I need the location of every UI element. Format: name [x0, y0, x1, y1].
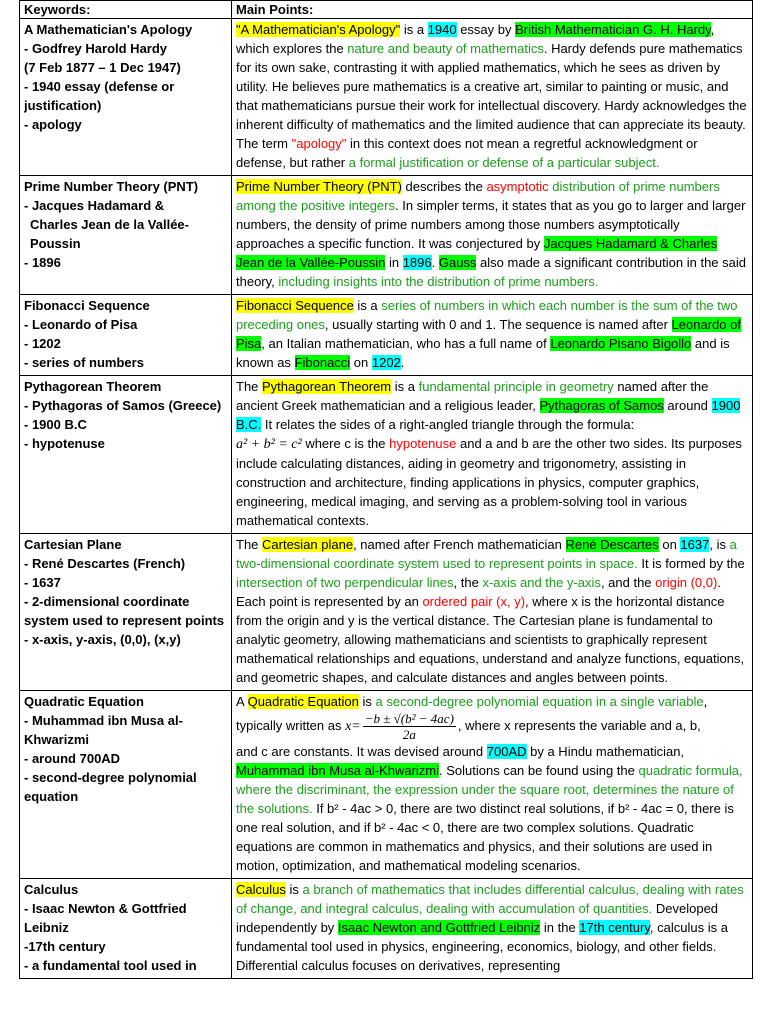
keyword-line: Prime Number Theory (PNT) [24, 179, 199, 194]
text-run: The [236, 537, 263, 552]
colored-phrase: distribution of prime numbers among the positive integers [236, 179, 720, 213]
main-points-cell [232, 19, 753, 176]
paragraph-text [236, 692, 747, 711]
table-row [20, 534, 753, 691]
keyword-line: Leibniz [24, 920, 69, 935]
text-run: , the [453, 575, 483, 590]
formula-lhs: x= [345, 718, 361, 734]
keyword-line: - a fundamental tool used in [24, 958, 197, 973]
highlighted-term: Gauss [438, 255, 477, 270]
keyword-line: - hypotenuse [24, 436, 105, 451]
main-points-cell [232, 879, 753, 979]
highlighted-term: René Descartes [565, 537, 659, 552]
text-run: , and the [600, 575, 656, 590]
text-run: is a [400, 22, 428, 37]
keyword-line: - 1202 [24, 336, 61, 351]
keyword-line: - Jacques Hadamard & [24, 198, 165, 213]
text-run: If b² - 4ac > 0, there are two distinct real solutions, if b² - 4ac = 0, there is one real solution, and if b² - 4ac < 0, there are two complex solutions. Quadratic equations are common in mathematics and physics, and their solutions are used in motion, optimization, and mathematical modeling scenarios. [236, 801, 734, 873]
keyword-line: equation [24, 789, 79, 804]
text-run: , [703, 694, 708, 709]
keyword-line: - Isaac Newton & Gottfried [24, 901, 187, 916]
table-row [20, 879, 753, 979]
keywords-cell [20, 534, 232, 691]
pythagorean-formula: a² + b² = c² [236, 437, 302, 452]
text-run: , is [709, 537, 730, 552]
colored-phrase: x-axis and the y-axis [482, 575, 601, 590]
text-run: . Each point is represented by an [236, 575, 721, 609]
keyword-line: - Leonardo of Pisa [24, 317, 138, 332]
formula-denominator: 2a [402, 727, 416, 742]
colored-phrase: a formal justification or defense of a particular subject. [348, 155, 660, 170]
keyword-line: Charles Jean de la Vallée- [30, 217, 189, 232]
text-run: , named after French mathematician [353, 537, 566, 552]
highlighted-term: Jacques Hadamard & Charles Jean de la Vallée-Poussin [236, 236, 718, 270]
highlighted-term: 1896 [402, 255, 432, 270]
keyword-line: - around 700AD [24, 751, 121, 766]
keyword-line: - 2-dimensional coordinate [24, 594, 190, 609]
text-run: The [236, 379, 263, 394]
text-run: in [385, 255, 403, 270]
keywords-cell [20, 295, 232, 376]
formula-numerator: −b ± √(b² − 4ac) [364, 711, 454, 726]
highlighted-term: Isaac Newton and Gottfried Leibniz [337, 920, 541, 935]
formula-prefix: typically written as [236, 717, 346, 733]
text-run: and a and b are the other two sides. Its purposes include calculating distances, aiding in geometry and trigonometry, assisting in construction and architecture, finding applications in physics, computer graphics, engineering, medical imaging, and serving as a problem-solving tool in various mathematical contexts. [236, 436, 742, 528]
table-row [20, 691, 753, 879]
text-run: on [350, 355, 372, 370]
keyword-line: -17th century [24, 939, 106, 954]
text-run: where c is the [301, 436, 390, 451]
text-run: , an Italian mathematician, who has a full name of [261, 336, 551, 351]
highlighted-term: 1900 B.C. [236, 398, 741, 432]
highlighted-term: 700AD [486, 744, 527, 759]
keyword-line: Quadratic Equation [24, 694, 144, 709]
keyword-line: - René Descartes (French) [24, 556, 186, 571]
colored-phrase: a second-degree polynomial equation in a single variable [375, 694, 704, 709]
keywords-cell [20, 176, 232, 295]
paragraph-text [236, 379, 740, 432]
text-run: is a [391, 379, 419, 394]
highlighted-term: 1637 [680, 537, 710, 552]
notes-table [19, 0, 753, 979]
table-row [20, 176, 753, 295]
text-run: describes the [401, 179, 487, 194]
highlighted-term: British Mathematician G. H. Hardy [515, 22, 711, 37]
text-run: in this context does not mean a regretful acknowledgment or defense, but rather [236, 136, 698, 170]
text-run: named after the ancient Greek mathematician and a religious leader, [236, 379, 709, 413]
text-run: is [358, 694, 376, 709]
text-run: in the [540, 920, 580, 935]
text-run: and c are constants. It was devised around [236, 744, 487, 759]
main-points-cell [232, 295, 753, 376]
highlighted-term: Pythagorean Theorem [262, 379, 392, 394]
colored-phrase: including insights into the distribution of prime numbers. [278, 274, 599, 289]
highlighted-term: Pythagoras of Samos [539, 398, 664, 413]
keyword-line: (7 Feb 1877 – 1 Dec 1947) [24, 60, 181, 75]
keyword-line: - 1900 B.C [24, 417, 87, 432]
main-points-cell [232, 376, 753, 534]
highlighted-term: "A Mathematician's Apology" [236, 22, 401, 37]
text-run: , which explores the [236, 22, 715, 56]
text-run: , calculus is a fundamental tool used in physics, engineering, economics, biology, and other fields. Differential calculus focuses on derivatives, representing [236, 920, 728, 973]
text-run: . Hardy defends pure mathematics for its own sake, contrasting it with applied mathematics, which he sees as driven by utility. He believes pure mathematics is a creative art, similar to painting or music, and that mathematicians pursue their work for intellectual discovery. Hardy acknowledges the inherent difficulty of mathematics and the limited audience that can appreciate its beauty. The term [236, 41, 747, 151]
table-row [20, 295, 753, 376]
colored-phrase: a branch of mathematics that includes differential calculus, dealing with rates of change, and integral calculus, dealing with accumulation of quantities. [236, 882, 744, 916]
text-run: on [658, 537, 681, 552]
quadratic-formula [363, 711, 456, 742]
main-points-cell [232, 534, 753, 691]
highlighted-term: 1940 [427, 22, 457, 37]
colored-phrase: asymptotic [486, 179, 549, 194]
document-page [19, 0, 752, 979]
quadratic-formula-line [236, 711, 747, 742]
colored-phrase: series of numbers in which each number is the sum of the two preceding ones [236, 298, 738, 332]
text-run: around [663, 398, 712, 413]
keyword-line: Poussin [30, 236, 81, 251]
keywords-cell [20, 376, 232, 534]
keyword-line: justification) [24, 98, 102, 113]
colored-phrase: origin (0,0) [655, 575, 718, 590]
paragraph-text [236, 436, 742, 528]
highlighted-term: Leonardo Pisano Bigollo [550, 336, 692, 351]
colored-phrase: quadratic formula, where the discriminant, the expression under the square root, determines the nature of the solutions. [236, 763, 743, 816]
keyword-line: Calculus [24, 882, 79, 897]
highlighted-term: 17th century [579, 920, 650, 935]
keywords-cell [20, 19, 232, 176]
highlighted-term: Fibonacci [294, 355, 351, 370]
text-run: by a Hindu mathematician, [526, 744, 685, 759]
keyword-line: system used to represent points [24, 613, 225, 628]
keyword-line: - 1896 [24, 255, 61, 270]
text-run: essay by [456, 22, 516, 37]
main-points-header: Main Points: [232, 1, 753, 19]
text-run: , where x is the horizontal distance from the origin and y is the vertical distance. The Cartesian plane is fundamental to analytic geometry, allowing mathematicians and scientists to graphically represent mathematical relationships and equations, understand and analyze functions, equations, and geometric shapes, and calculate distances and angles between points. [236, 594, 745, 685]
text-run: . Solutions can be found using the [439, 763, 639, 778]
colored-phrase: nature and beauty of mathematics [347, 41, 544, 56]
colored-phrase: ordered pair (x, y) [422, 594, 526, 609]
keyword-line: - Muhammad ibn Musa al- [24, 713, 183, 728]
colored-phrase: hypotenuse [389, 436, 457, 451]
keyword-line: - Pythagoras of Samos (Greece) [24, 398, 222, 413]
keywords-cell [20, 879, 232, 979]
text-run: , usually starting with 0 and 1. The sequence is named after [324, 317, 672, 332]
keyword-line: - 1637 [24, 575, 61, 590]
text-run: It is formed by the [637, 556, 745, 571]
colored-phrase: intersection of two perpendicular lines [236, 575, 454, 590]
keyword-line: - apology [24, 117, 82, 132]
text-run: . In simpler terms, it states that as you go to larger and larger numbers, the density of prime numbers among those numbers asymptotically approaches a specific function. It was conjectured by [236, 198, 746, 251]
header-row [20, 1, 753, 19]
text-run: also made a significant contribution in the said theory, [236, 255, 746, 289]
text-run: A [236, 694, 248, 709]
keyword-line: Cartesian Plane [24, 537, 122, 552]
text-run: Developed independently by [236, 901, 719, 935]
main-points-cell [232, 691, 753, 879]
table-row [20, 19, 753, 176]
table-row [20, 376, 753, 534]
keyword-line: Khwarizmi [24, 732, 90, 747]
keyword-line: Pythagorean Theorem [24, 379, 162, 394]
keyword-line: - second-degree polynomial [24, 770, 197, 785]
text-run: and is known as [236, 336, 730, 370]
text-run: . [400, 355, 405, 370]
paragraph-text [236, 742, 747, 875]
main-points-cell [232, 176, 753, 295]
highlighted-term: 1202 [371, 355, 401, 370]
keywords-header: Keywords: [20, 1, 232, 19]
highlighted-term: Prime Number Theory (PNT) [236, 179, 402, 194]
highlighted-term: Cartesian plane [262, 537, 354, 552]
highlighted-term: Calculus [236, 882, 286, 897]
keyword-line: - Godfrey Harold Hardy [24, 41, 168, 56]
keyword-line: - x-axis, y-axis, (0,0), (x,y) [24, 632, 181, 647]
colored-phrase: fundamental principle in geometry [418, 379, 614, 394]
keyword-line: - series of numbers [24, 355, 144, 370]
highlighted-term: Quadratic Equation [247, 694, 359, 709]
keywords-cell [20, 691, 232, 879]
highlighted-term: Muhammad ibn Musa al-Khwarizmi [236, 763, 440, 778]
text-run: is a [353, 298, 382, 313]
formula-suffix: , where x represents the variable and a, b, [457, 717, 701, 733]
colored-phrase: "apology" [291, 136, 347, 151]
text-run: It relates the sides of a right-angled triangle through the formula: [261, 417, 635, 432]
keyword-line: A Mathematician's Apology [24, 22, 193, 37]
highlighted-term: Leonardo of Pisa [236, 317, 741, 351]
highlighted-term: Fibonacci Sequence [236, 298, 354, 313]
keyword-line: - 1940 essay (defense or [24, 79, 175, 94]
text-run: is [285, 882, 303, 897]
text-run: . [431, 255, 439, 270]
colored-phrase: a two-dimensional coordinate system used to represent points in space. [236, 537, 737, 571]
keyword-line: Fibonacci Sequence [24, 298, 150, 313]
